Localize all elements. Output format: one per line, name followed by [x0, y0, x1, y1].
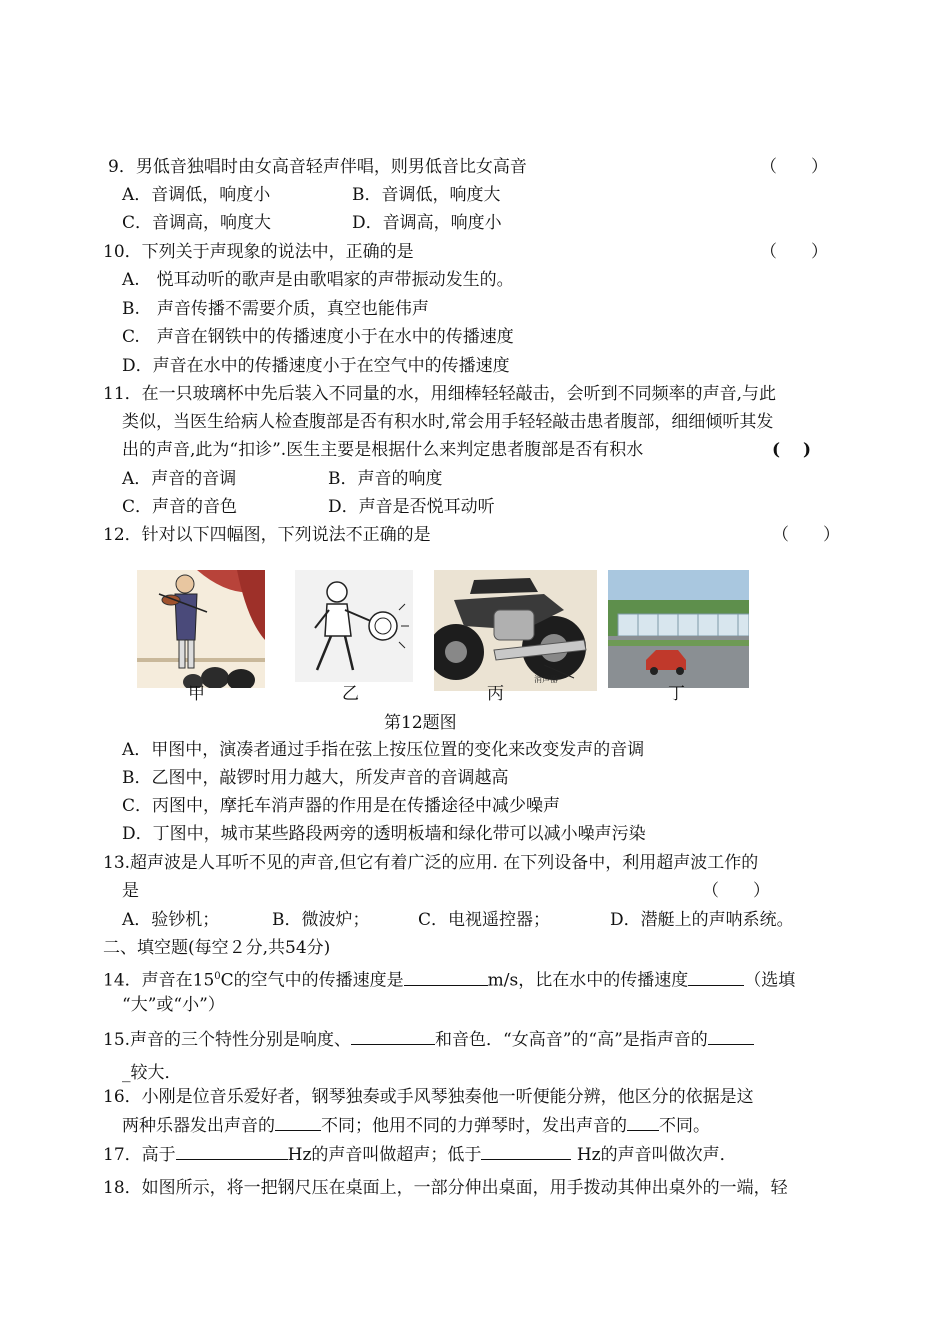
q9-option-c: C．音调高，响度大: [122, 213, 272, 233]
figure-yi-gong: [295, 570, 413, 682]
q18-line1: 18．如图所示，将一把钢尺压在桌面上，一部分伸出桌面，用手拨动其伸出桌外的一端，轻: [103, 1178, 788, 1198]
q10-option-c: C. 声音在钢铁中的传播速度小于在水中的传播速度: [122, 327, 514, 347]
q16-line1: 16．小刚是位音乐爱好者，钢琴独奏或手风琴独奏他一听便能分辨，他区分的依据是这: [103, 1087, 754, 1107]
q9-option-b: B．音调低，响度大: [352, 185, 501, 205]
figure-ding-noise-barrier: [608, 570, 749, 688]
q11-stem-line1: 11．在一只玻璃杯中先后装入不同量的水，用细棒轻轻敲击，会听到不同频率的声音,与此: [103, 384, 777, 404]
q15-blank-characteristic[interactable]: [351, 1028, 435, 1045]
q11-option-b: B．声音的响度: [328, 469, 443, 489]
figure-caption: 第12题图: [384, 713, 457, 733]
q11-option-c: C．声音的音色: [122, 497, 238, 517]
q13-option-b: B．微波炉；: [272, 910, 370, 930]
q11-option-a: A．声音的音调: [122, 469, 237, 489]
q12-option-c: C．丙图中，摩托车消声器的作用是在传播途径中减少噪声: [122, 796, 561, 816]
q17-blank-infrasound[interactable]: [481, 1143, 571, 1160]
q10-answer-paren: （ ）: [760, 242, 828, 262]
q9-option-d: D．音调高，响度小: [352, 213, 502, 233]
section-fill-in-heading: 二、填空题(每空２分,共54分): [103, 938, 331, 958]
q13-option-d: D．潜艇上的声呐系统。: [610, 910, 794, 930]
q14-blank-compare[interactable]: [688, 969, 744, 986]
q12-answer-paren: （ ）: [772, 525, 840, 545]
q14-line1: 14．声音在$15^0C$的空气中的传播速度是 m/s，比在水中的传播速度 （选填: [103, 970, 796, 991]
q16-blank-timbre[interactable]: [275, 1114, 321, 1131]
figure-label-ding: 丁: [668, 684, 685, 704]
figure-jia-violinist: [137, 570, 265, 688]
q10-option-b: B. 声音传播不需要介质，真空也能伟声: [122, 299, 429, 319]
q10-option-d: D．声音在水中的传播速度小于在空气中的传播速度: [122, 356, 510, 376]
q13-option-a: A．验钞机；: [122, 910, 220, 930]
q13-stem-line2: 是: [122, 881, 139, 901]
q13-option-c: C．电视遥控器；: [418, 910, 551, 930]
q15-blank-property[interactable]: [708, 1028, 754, 1045]
q13-stem-line1: 13.超声波是人耳听不见的声音,但它有着广泛的应用. 在下列设备中，利用超声波工作的: [103, 853, 759, 873]
q9-option-a: A．音调低，响度小: [122, 185, 271, 205]
q14-line2: “大”或“小”）: [122, 995, 225, 1015]
q13-answer-paren: （ ）: [702, 881, 770, 901]
q17-line: 17．高于 Hz的声音叫做超声；低于 Hz的声音叫做次声．: [103, 1145, 737, 1165]
figure-label-bing: 丙: [487, 684, 504, 704]
figure-label-jia: 甲: [188, 684, 205, 704]
q11-answer-paren: ( ): [772, 440, 812, 460]
q11-option-d: D．声音是否悦耳动听: [328, 497, 495, 517]
q10-stem: 10．下列关于声现象的说法中，正确的是: [103, 242, 414, 262]
q15-line1: 15.声音的三个特性分别是响度、 和音色．“女高音”的“高”是指声音的: [103, 1028, 754, 1051]
q15-line2: _较大．: [122, 1063, 182, 1083]
q12-option-a: A．甲图中，演凑者通过手指在弦上按压位置的变化来改变发声的音调: [122, 740, 645, 760]
q12-option-d: D．丁图中，城市某些路段两旁的透明板墙和绿化带可以减小噪声污染: [122, 824, 646, 844]
q16-line2: 两种乐器发出声音的 不同；他用不同的力弹琴时，发出声音的 不同。: [122, 1116, 710, 1136]
q9-stem: 9．男低音独唱时由女高音轻声伴唱，则男低音比女高音: [108, 157, 527, 177]
figure-bing-caption: 消声器: [534, 675, 558, 684]
q11-stem-line2: 类似，当医生给病人检查腹部是否有积水时,常会用手轻轻敲击患者腹部，细细倾听其发: [122, 412, 774, 432]
q9-answer-paren: （ ）: [760, 157, 828, 177]
figure-bing-motorcycle: [434, 570, 597, 691]
q16-blank-loudness[interactable]: [627, 1114, 659, 1131]
q14-blank-speed[interactable]: [404, 969, 488, 986]
figure-label-yi: 乙: [342, 684, 359, 704]
q12-option-b: B．乙图中，敲锣时用力越大，所发声音的音调越高: [122, 768, 509, 788]
q17-blank-ultrasound[interactable]: [176, 1143, 288, 1160]
q11-stem-line3: 出的声音,此为“扣诊”.医生主要是根据什么来判定患者腹部是否有积水: [122, 440, 644, 460]
q10-option-a: A. 悦耳动听的歌声是由歌唱家的声带振动发生的。: [122, 270, 514, 290]
q12-stem: 12．针对以下四幅图，下列说法不正确的是: [103, 525, 431, 545]
